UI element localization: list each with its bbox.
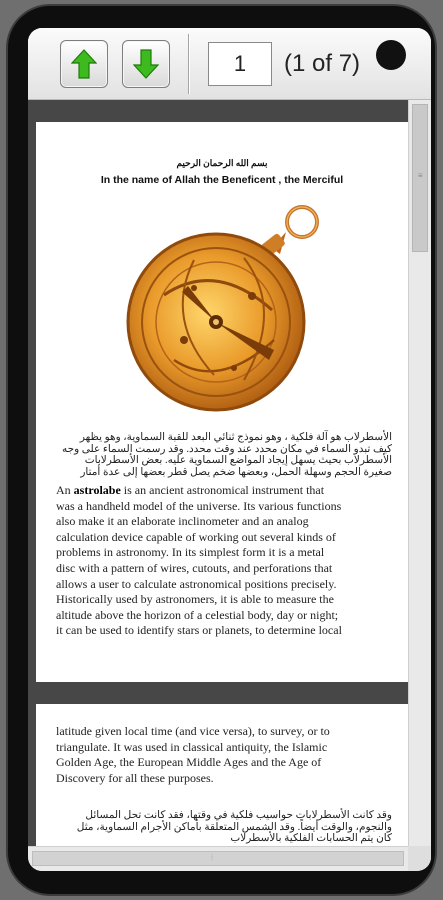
text-span: is an ancient astronomical instrument that (120, 483, 325, 497)
english-paragraph (56, 483, 392, 639)
arabic-line: وقد كانت الأسطرلابات حواسيب فلكية في وقتها، فقد كانت تحل المسائل (85, 810, 392, 821)
text-line: Historically used by astronomers, it is able to measure the (56, 592, 334, 607)
toolbar-divider (188, 34, 190, 94)
basmala-heading: بسم الله الرحمان الرحيم (176, 158, 268, 168)
screen (28, 28, 431, 871)
text-line: Discovery for all these purposes. (56, 770, 214, 785)
text-span: An (56, 483, 74, 497)
vertical-scroll-thumb[interactable] (412, 104, 428, 252)
arabic-line: الأسطرلاب هو آلة فلكية ، وهو نموذج ثنائي البعد للقبة السماوية، وهو يظهر (79, 432, 392, 443)
keyword-astrolabe: astrolabe (73, 483, 121, 497)
text-line (56, 483, 392, 499)
toolbar (28, 28, 431, 100)
arabic-line: الأسطرلاب بحيث يسهل إيجاد المواضع السماوية عليه. بعض الأسطرلابات (84, 455, 392, 466)
english-paragraph (56, 724, 392, 786)
text-line: disc with a pattern of wires, cutouts, and perforations that (56, 560, 333, 575)
arabic-line: صغيرة الحجم وسهلة الحمل، وبعضها ضخم يصل قطر بعضها إلى عدة أمتار (80, 466, 392, 478)
arabic-line: كان يتم الحسابات الفلكية بالأسطرلاب (230, 833, 392, 844)
astrolabe-image (124, 200, 320, 422)
document-page-1 (36, 122, 408, 682)
scrollbar-corner (408, 846, 431, 871)
document-viewer[interactable] (28, 100, 431, 871)
device-frame (6, 4, 437, 896)
text-line: it can be used to identify stars or planets, to determine local (56, 623, 342, 638)
text-line: latitude given local time (and vice versa), to survey, or to (56, 724, 330, 738)
text-line: altitude above the horizon of a celestial body, day or night; (56, 607, 339, 622)
previous-page-button[interactable] (60, 40, 108, 88)
page-number-input[interactable] (208, 42, 272, 86)
arabic-line: كيف تبدو السماء في مكان محدد عند وقت محدد. وقد رسمت السماء على وجه (61, 443, 392, 455)
text-line: also make it an elaborate inclinometer and an analog (56, 514, 309, 529)
arrow-down-icon (133, 49, 159, 79)
text-line: allows a user to calculate astronomical positions precisely. (56, 576, 337, 591)
horizontal-scrollbar[interactable] (28, 846, 408, 871)
document-title: In the name of Allah the Beneficent , the Merciful (100, 174, 344, 186)
horizontal-scroll-thumb[interactable] (32, 851, 404, 866)
text-line: calculation device capable of working out several kinds of (56, 529, 336, 544)
page-count-label: (1 of 7) (284, 50, 361, 77)
arabic-paragraph (56, 432, 392, 478)
arabic-paragraph (56, 810, 392, 845)
next-page-button[interactable] (122, 40, 170, 88)
text-line: problems in astronomy. In its simplest form it is a metal (56, 545, 325, 560)
arabic-line: والنجوم، والوقت أيضاً. وقد الشمس المتعلقة بأماكن الأجرام السماوية، مثل (76, 821, 392, 833)
vertical-scrollbar[interactable] (408, 100, 431, 871)
page-gap (28, 100, 408, 122)
text-line: triangulate. It was used in classical antiquity, the Islamic (56, 739, 328, 754)
text-line: Golden Age, the European Middle Ages and the Age of (56, 755, 322, 770)
arrow-up-icon (71, 49, 97, 79)
grip-icon: ⦙ (211, 853, 213, 862)
front-camera (376, 40, 406, 70)
text-line: was a handheld model of the universe. Its various functions (56, 498, 342, 513)
grip-icon: ≡ (418, 171, 423, 180)
